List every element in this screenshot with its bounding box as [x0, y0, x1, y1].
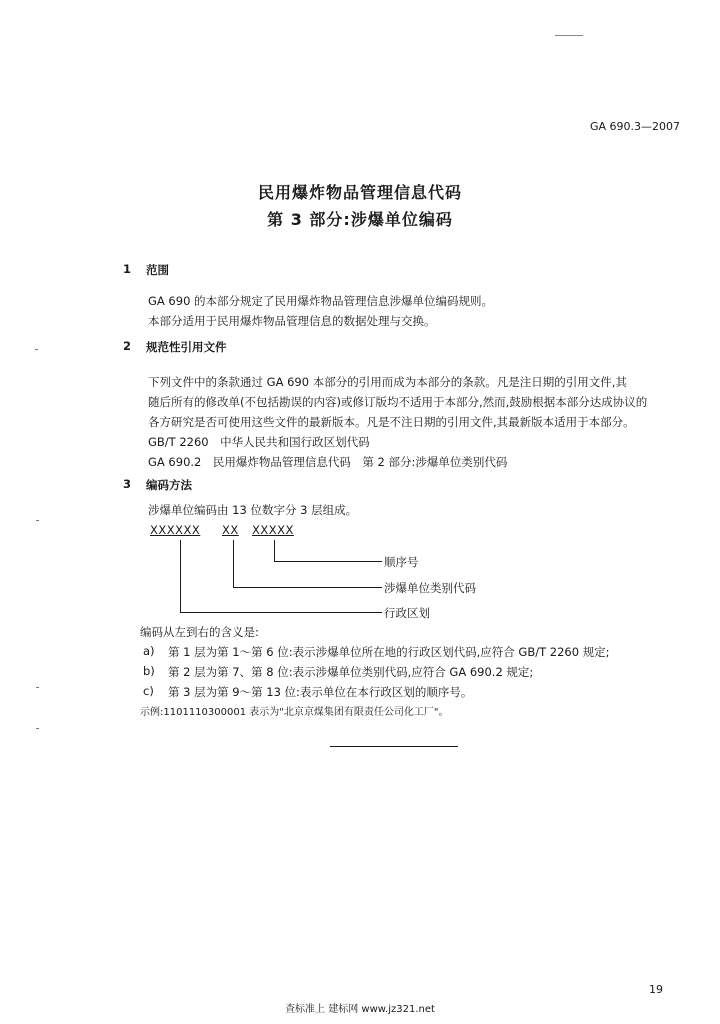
- section-3-number: 3: [123, 477, 132, 491]
- section-2-number: 2: [123, 339, 132, 353]
- meaning-intro: 编码从左到右的含义是:: [140, 625, 259, 639]
- code-group-2: XX: [222, 523, 239, 537]
- section-2-paragraph-line-3: 各方研究是否可使用这些文件的最新版本。凡是不注日期的引用文件,其最新版本适用于本部分。: [148, 415, 635, 429]
- section-1-paragraph-2: 本部分适用于民用爆炸物品管理信息的数据处理与交换。: [148, 314, 436, 328]
- example-note: 示例:1101110300001 表示为"北京京煤集团有限责任公司化工厂"。: [140, 707, 449, 718]
- list-item-b-marker: b): [143, 664, 155, 678]
- left-margin-mark: [35, 349, 38, 350]
- left-margin-mark: [36, 520, 39, 521]
- section-2-paragraph-line-2: 随后所有的修改单(不包括勘误的内容)或修订版均不适用于本部分,然而,鼓励根据本部分达成协议的: [148, 395, 648, 409]
- section-2-paragraph-line-1: 下列文件中的条款通过 GA 690 本部分的引用而成为本部分的条款。凡是注日期的引用文件,其: [148, 375, 627, 389]
- top-margin-mark: [555, 35, 583, 36]
- diagram-line-category-vertical: [233, 540, 234, 587]
- code-group-3: XXXXX: [252, 523, 294, 537]
- section-2-heading: 规范性引用文件: [146, 340, 227, 354]
- list-item-a-marker: a): [143, 644, 155, 658]
- list-item-c-text: 第 3 层为第 9～第 13 位:表示单位在本行政区划的顺序号。: [168, 685, 473, 699]
- page-number: 19: [649, 983, 663, 996]
- standard-number: GA 690.3—2007: [589, 120, 680, 133]
- page-title: 民用爆炸物品管理信息代码: [257, 183, 462, 202]
- list-item-c-marker: c): [143, 684, 154, 698]
- section-1-number: 1: [123, 262, 132, 276]
- left-margin-mark: [36, 687, 39, 688]
- diagram-label-region: 行政区划: [384, 606, 430, 620]
- left-margin-mark: [36, 728, 39, 729]
- section-3-heading: 编码方法: [146, 478, 192, 492]
- list-item-a-text: 第 1 层为第 1～第 6 位:表示涉爆单位所在地的行政区划代码,应符合 GB/T 2260 规定;: [168, 645, 610, 659]
- watermark: 查标准上 建标网 www.jz321.net: [285, 1004, 435, 1015]
- diagram-label-sequence: 顺序号: [384, 555, 419, 569]
- list-item-b-text: 第 2 层为第 7、第 8 位:表示涉爆单位类别代码,应符合 GA 690.2 规定;: [168, 665, 534, 679]
- section-1-heading: 范围: [146, 263, 169, 277]
- end-of-text-rule: [330, 746, 458, 747]
- diagram-line-category-horizontal: [233, 587, 382, 588]
- diagram-line-region-vertical: [180, 540, 181, 612]
- code-group-1: XXXXXX: [150, 523, 201, 537]
- diagram-label-category: 涉爆单位类别代码: [384, 581, 476, 595]
- reference-gbt-2260: GB/T 2260 中华人民共和国行政区划代码: [148, 435, 370, 449]
- section-1-paragraph-1: GA 690 的本部分规定了民用爆炸物品管理信息涉爆单位编码规则。: [148, 294, 494, 308]
- section-3-intro: 涉爆单位编码由 13 位数字分 3 层组成。: [148, 503, 358, 517]
- diagram-line-sequence-vertical: [274, 540, 275, 561]
- page-subtitle: 第 3 部分:涉爆单位编码: [267, 210, 453, 229]
- diagram-line-sequence-horizontal: [274, 561, 382, 562]
- reference-ga-690-2: GA 690.2 民用爆炸物品管理信息代码 第 2 部分:涉爆单位类别代码: [148, 455, 508, 469]
- diagram-line-region-horizontal: [180, 612, 382, 613]
